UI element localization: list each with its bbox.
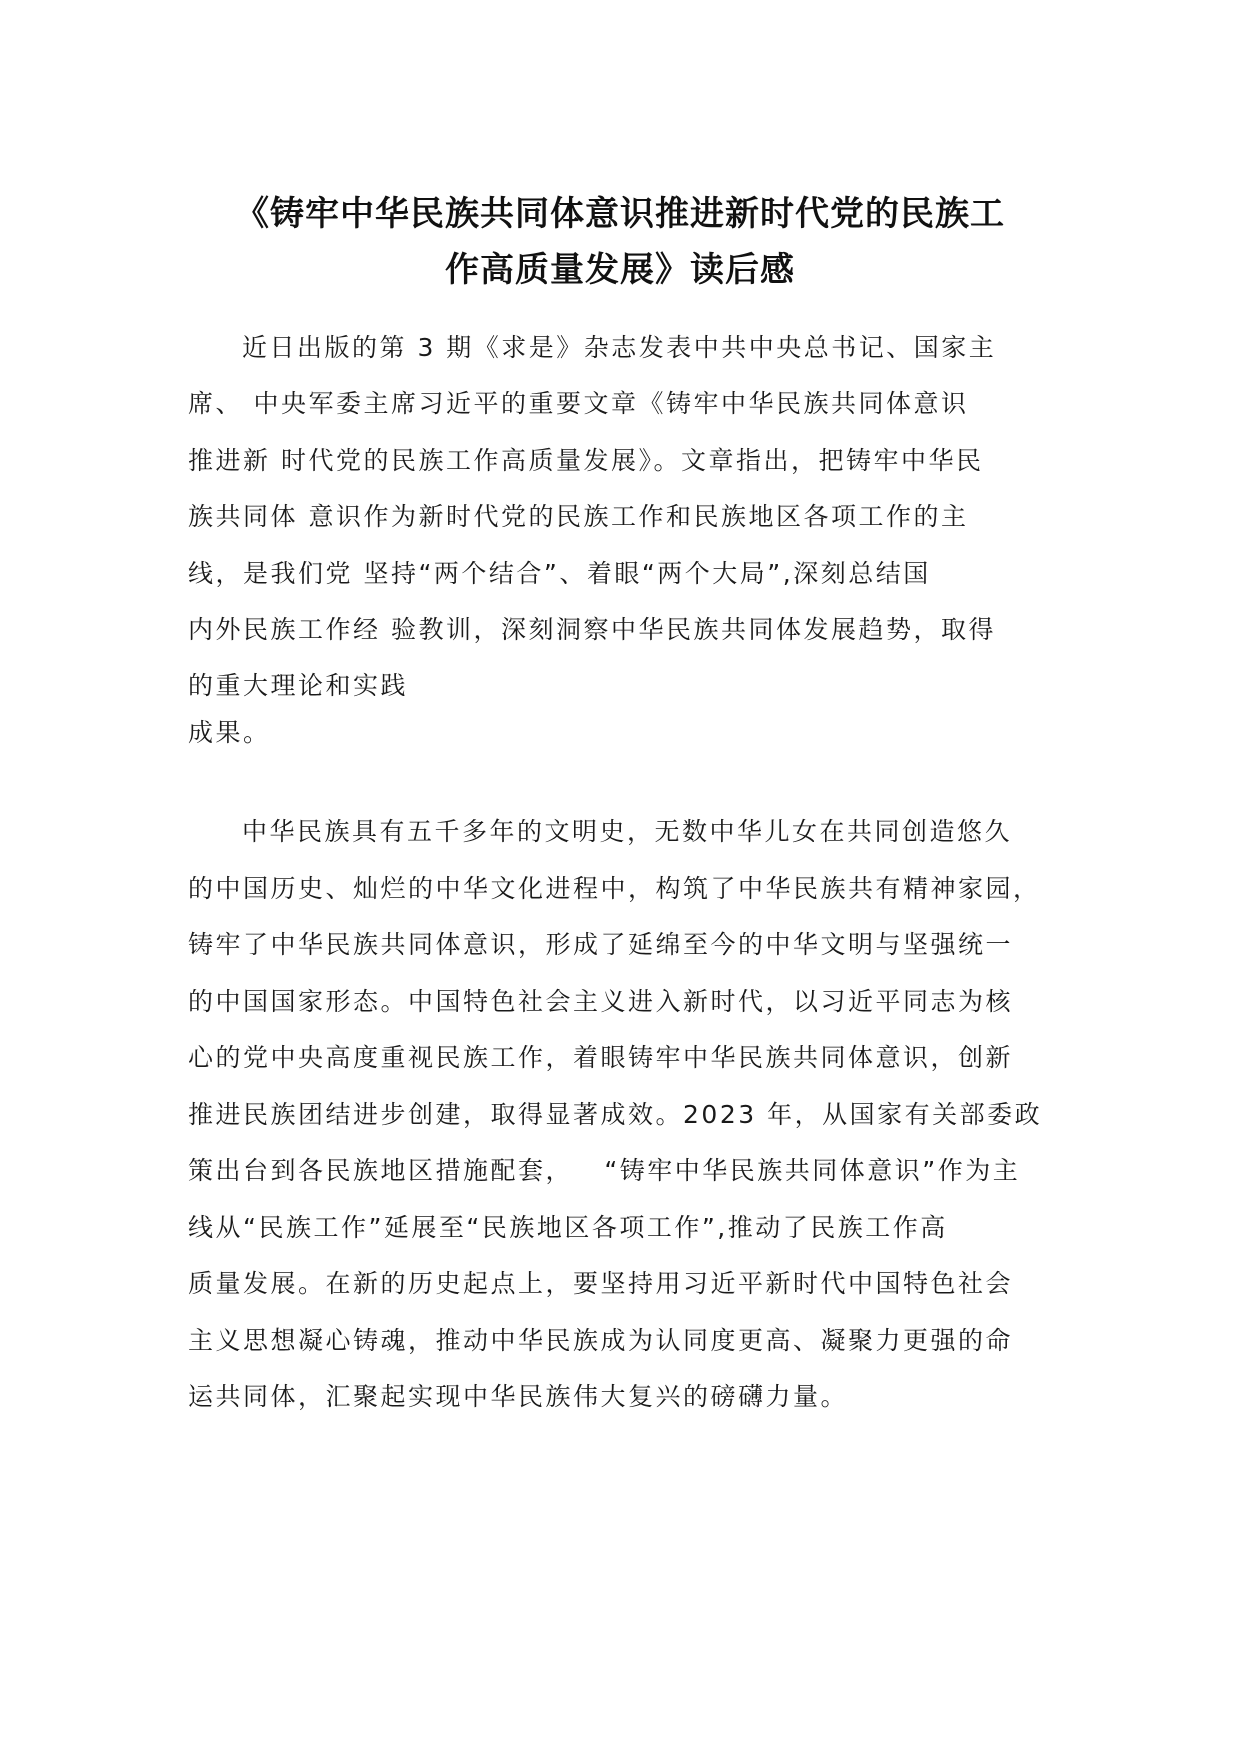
paragraph-2-line-5: 心的党中央高度重视民族工作，着眼铸牢中华民族共同体意识，创新 [188,1043,1014,1072]
paragraph-2-line-3: 铸牢了中华民族共同体意识，形成了延绵至今的中华文明与坚强统一 [188,930,1014,959]
paragraph-2-line-7: 策出台到各民族地区措施配套， “铸牢中华民族共同体意识”作为主 [188,1156,1021,1185]
paragraph-2-line-1: 中华民族具有五千多年的文明史，无数中华儿女在共同创造悠久 [242,817,1013,846]
paragraph-2-line-8: 线从“民族工作”延展至“民族地区各项工作”,推动了民族工作高 [188,1213,948,1242]
paragraph-1-line-7: 的重大理论和实践 [188,671,409,700]
paragraph-2-line-4: 的中国国家形态。中国特色社会主义进入新时代，以习近平同志为核 [188,987,1014,1016]
paragraph-2-line-6: 推进民族团结进步创建，取得显著成效。2023 年，从国家有关部委政 [188,1100,1043,1129]
paragraph-2-line-9: 质量发展。在新的历史起点上，要坚持用习近平新时代中国特色社会 [188,1269,1014,1298]
paragraph-2-line-11: 运共同体，汇聚起实现中华民族伟大复兴的磅礴力量。 [188,1382,849,1411]
title-line-2: 作高质量发展》读后感 [445,250,795,290]
title-line-1: 《铸牢中华民族共同体意识推进新时代党的民族工 [235,194,1005,234]
paragraph-1-line-5: 线，是我们党 坚持“两个结合”、着眼“两个大局”,深刻总结国 [188,559,931,588]
paragraph-1-line-6: 内外民族工作经 验教训，深刻洞察中华民族共同体发展趋势，取得 [188,615,996,644]
paragraph-1-line-2: 席、 中央军委主席习近平的重要文章《铸牢中华民族共同体意识 [188,389,969,418]
paragraph-2-line-2: 的中国历史、灿烂的中华文化进程中，构筑了中华民族共有精神家园， [188,874,1041,903]
paragraph-1-line-3: 推进新 时代党的民族工作高质量发展》。文章指出，把铸牢中华民 [188,446,984,475]
paragraph-1-line-8: 成果。 [188,718,271,747]
document-title [150,186,1090,298]
paragraph-1-line-4: 族共同体 意识作为新时代党的民族工作和民族地区各项工作的主 [188,502,969,531]
paragraph-2-line-10: 主义思想凝心铸魂，推动中华民族成为认同度更高、凝聚力更强的命 [188,1326,1014,1355]
paragraph-1-line-1: 近日出版的第 3 期《求是》杂志发表中共中央总书记、国家主 [242,333,997,362]
